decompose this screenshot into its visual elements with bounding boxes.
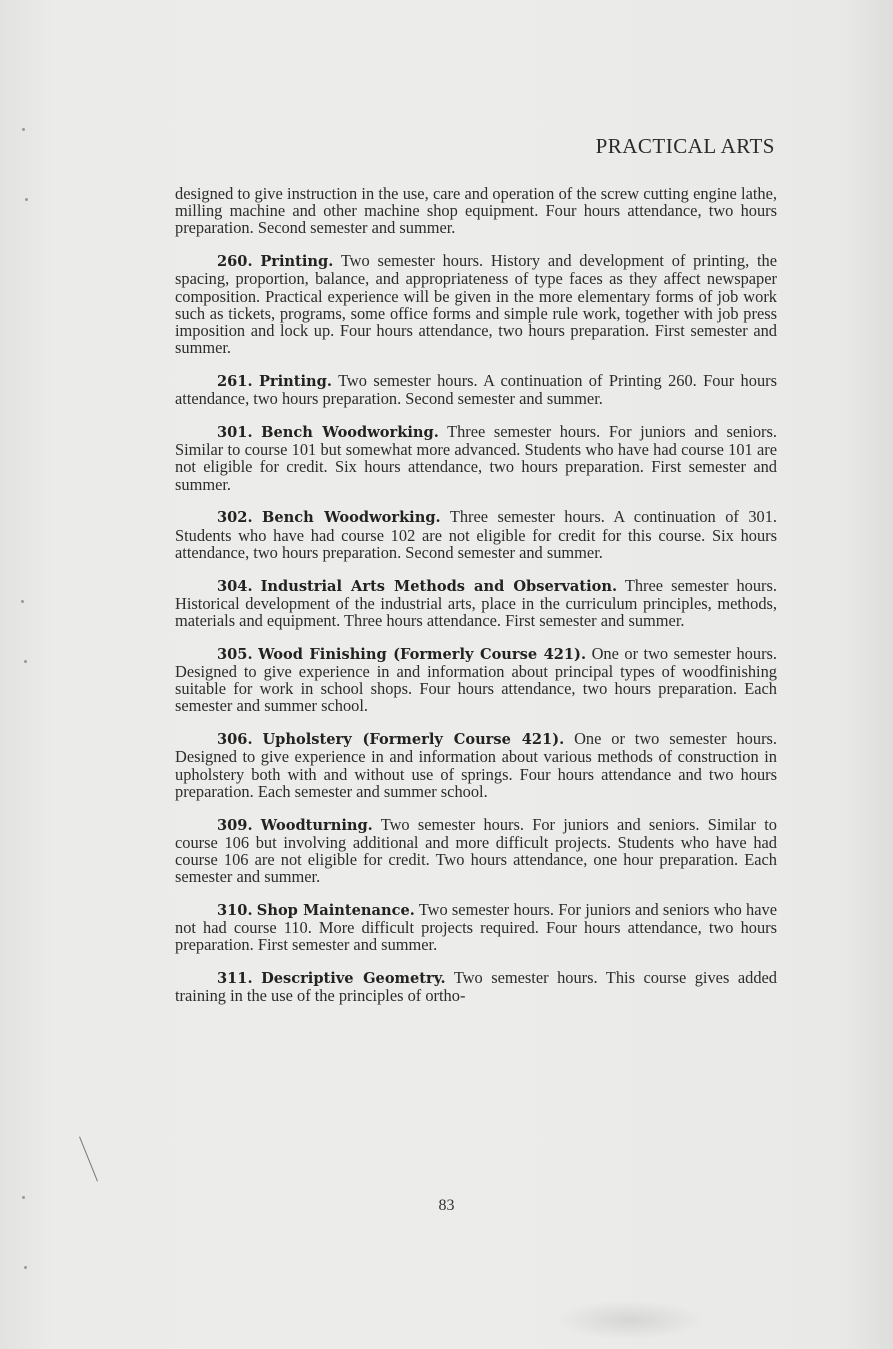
course-title: Wood Finishing (Formerly Course 421). <box>258 645 587 663</box>
course-description: One or two semester hours. Designed to give experience in and information about principal types of woodfinishing suitable for work in school shops. Four hours attendance, two hours preparation. Each semester and summer school. <box>175 643 777 716</box>
course-309 <box>175 816 777 886</box>
course-title: Shop Maintenance. <box>256 902 415 920</box>
course-title: Bench Woodworking. <box>261 424 439 442</box>
course-302 <box>175 508 777 561</box>
course-title: Woodturning. <box>260 816 373 834</box>
course-305 <box>175 645 777 715</box>
course-260 <box>175 252 777 356</box>
margin-speck <box>25 198 28 201</box>
margin-speck <box>24 1266 27 1269</box>
course-description: Two semester hours. A continuation of Printing 260. Four hours attendance, two hours preparation. Second semester and summer. <box>175 371 777 409</box>
paragraph-text: designed to give instruction in the use, care and operation of the screw cutting engine lathe, milling machine and other machine shop equipment. Four hours attendance, two hours preparation. Second semester and summer. <box>175 184 777 238</box>
page-smudge <box>555 1300 705 1340</box>
course-number: 311. <box>217 970 253 988</box>
margin-speck <box>21 600 24 603</box>
course-304 <box>175 577 777 630</box>
course-number: 301. <box>217 424 253 442</box>
paragraph-continued <box>175 185 777 237</box>
running-head: PRACTICAL ARTS <box>595 134 775 158</box>
course-title: Upholstery (Formerly Course 421). <box>262 731 565 749</box>
course-description: Three semester hours. For juniors and seniors. Similar to course 101 but somewhat more advanced. Students who have had course 101 are not eligible for credit. Six hours attendance, two hours preparation. First semester and summer. <box>175 422 777 494</box>
pencil-scratch <box>79 1137 98 1182</box>
margin-speck <box>24 660 27 663</box>
course-title: Printing. <box>260 253 334 271</box>
course-title: Descriptive Geometry. <box>261 970 446 988</box>
course-descriptions <box>175 185 777 1020</box>
course-number: 305. <box>217 645 253 663</box>
course-description: Two semester hours. For juniors and seniors who have not had course 110. More difficult projects required. Four hours attendance, two hours preparation. First semester and summer. <box>175 900 777 955</box>
course-number: 306. <box>217 731 253 749</box>
course-description: Two semester hours. This course gives added training in the use of the principles of ortho- <box>175 968 777 1006</box>
course-310 <box>175 901 777 954</box>
course-description: Three semester hours. Historical development of the industrial arts, place in the curriculum principles, methods, materials and equipment. Three hours attendance. First semester and summer. <box>175 575 777 631</box>
page-number: 83 <box>438 1197 455 1214</box>
course-311 <box>175 969 777 1004</box>
course-number: 309. <box>217 816 253 834</box>
margin-speck <box>22 128 25 131</box>
course-title: Bench Woodworking. <box>262 509 441 527</box>
course-description: One or two semester hours. Designed to give experience in and information about various methods of construction in upholstery both with and without use of springs. Four hours attendance and two hours preparation. Each semester and summer school. <box>175 729 777 801</box>
margin-speck <box>22 1196 25 1199</box>
course-description: Two semester hours. History and development of printing, the spacing, proportion, balance, and appropriateness of type faces as they affect newspaper composition. Practical experience will be given in the more elementary forms of job work such as tickets, programs, some office forms and simple rule work, together with job press imposition and lock up. Four hours attendance, two hours preparation. First semester and summer. <box>175 251 777 358</box>
course-number: 310. <box>217 902 253 920</box>
course-number: 260. <box>217 253 253 271</box>
course-number: 261. <box>217 373 253 391</box>
course-description: Two semester hours. For juniors and seniors. Similar to course 106 but involving additional and more difficult projects. Students who have had course 106 are not eligible for credit. Two hours attendance, one hour preparation. Each semester and summer. <box>175 814 777 887</box>
course-title: Printing. <box>258 373 332 391</box>
course-261 <box>175 372 777 407</box>
course-number: 304. <box>217 577 253 595</box>
course-306 <box>175 730 777 800</box>
course-title: Industrial Arts Methods and Observation. <box>260 577 618 595</box>
course-description: Three semester hours. A continuation of 301. Students who have had course 102 are not eligible for credit for this course. Six hours attendance, two hours preparation. Second semester and summer. <box>175 507 778 562</box>
course-number: 302. <box>217 509 253 527</box>
course-301 <box>175 423 777 493</box>
